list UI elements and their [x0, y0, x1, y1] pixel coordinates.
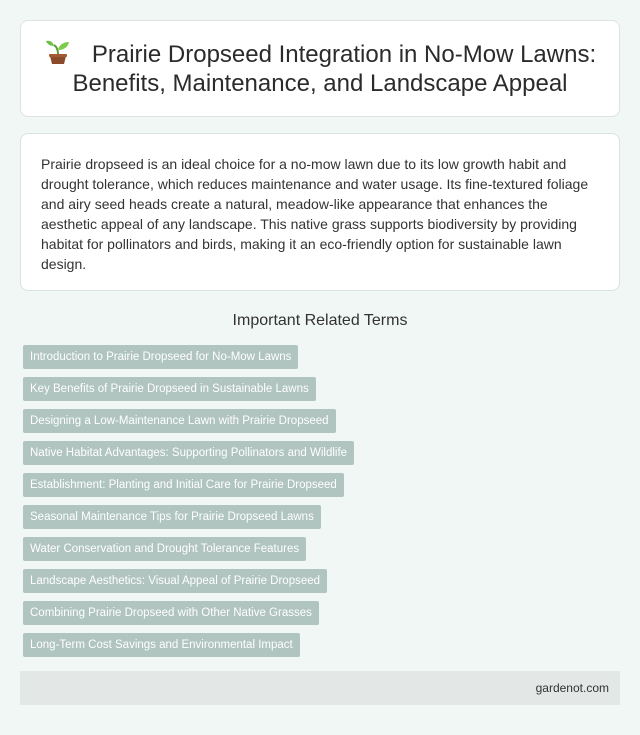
related-term[interactable]: Combining Prairie Dropseed with Other Native Grasses: [23, 601, 319, 625]
related-term[interactable]: Water Conservation and Drought Tolerance Features: [23, 537, 306, 561]
page-title: [44, 40, 596, 98]
title-line-1-wrapper: [44, 40, 596, 69]
description-text: Prairie dropseed is an ideal choice for a no-mow lawn due to its low growth habit and drought tolerance, which reduces maintenance and water usage. Its fine-textured foliage and airy seed heads create a natural, meadow-like appearance that enhances the aesthetic appeal of any landscape. This native grass supports biodiversity by providing habitat for pollinators and birds, making it an eco-friendly option for sustainable lawn design.: [41, 156, 589, 272]
related-term[interactable]: Introduction to Prairie Dropseed for No-Mow Lawns: [23, 345, 298, 369]
sprout-icon: [44, 38, 72, 66]
title-line-1: Prairie Dropseed Integration in No-Mow Lawns:: [91, 40, 597, 68]
related-term[interactable]: Native Habitat Advantages: Supporting Pollinators and Wildlife: [23, 441, 354, 465]
related-term[interactable]: Landscape Aesthetics: Visual Appeal of Prairie Dropseed: [23, 569, 327, 593]
related-term[interactable]: Long-Term Cost Savings and Environmental Impact: [23, 633, 300, 657]
related-term[interactable]: Designing a Low-Maintenance Lawn with Prairie Dropseed: [23, 409, 336, 433]
title-line-2: Benefits, Maintenance, and Landscape Appeal: [72, 69, 568, 97]
related-term[interactable]: Seasonal Maintenance Tips for Prairie Dropseed Lawns: [23, 505, 321, 529]
title-card: [20, 20, 620, 117]
related-terms-list: [23, 345, 623, 657]
related-terms-heading: Important Related Terms: [232, 312, 408, 329]
footer: [20, 671, 620, 705]
description-card: [20, 133, 620, 291]
related-term[interactable]: Establishment: Planting and Initial Care for Prairie Dropseed: [23, 473, 344, 497]
footer-site-link[interactable]: gardenot.com: [535, 681, 609, 695]
related-term[interactable]: Key Benefits of Prairie Dropseed in Sustainable Lawns: [23, 377, 316, 401]
